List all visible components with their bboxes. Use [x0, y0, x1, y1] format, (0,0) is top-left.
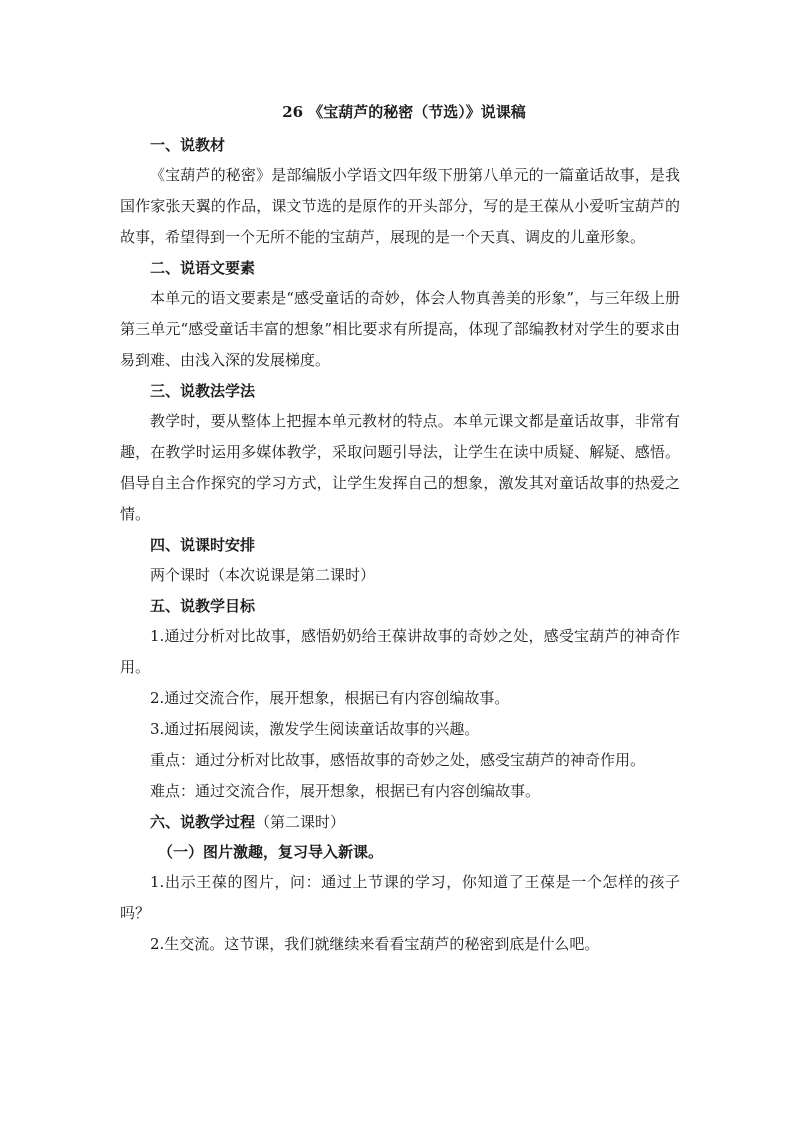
section-heading-text: 六、说教学过程: [150, 813, 256, 831]
section-heading-class-schedule: 四、说课时安排: [150, 536, 256, 554]
process-step: 1.出示王葆的图片，问：通过上节课的学习，你知道了王葆是一个怎样的孩子吗？: [120, 873, 680, 922]
paragraph: 教学时，要从整体上把握本单元教材的特点。本单元课文都是童话故事，非常有趣，在教学时运用多媒体教学，采取问题引导法，让学生在读中质疑、解疑、感悟。倡导自主合作探究的学习方式，让学生发挥自己的想象，激发其对童话故事的热爱之情。: [120, 412, 680, 523]
section-heading-teaching-material: 一、说教材: [150, 136, 226, 154]
section-heading-teaching-process: [120, 807, 680, 837]
goal-item: 3.通过拓展阅读，激发学生阅读童话故事的兴趣。: [150, 720, 480, 738]
section-heading-note: （第二课时）: [255, 813, 346, 831]
paragraph: 《宝葫芦的秘密》是部编版小学语文四年级下册第八单元的一篇童话故事，是我国作家张天翼的作品，课文节选的是原作的开头部分，写的是王葆从小爱听宝葫芦的故事，希望得到一个无所不能的宝葫芦，展现的是一个天真、调皮的儿童形象。: [120, 166, 680, 246]
process-step: 2.生交流。这节课，我们就继续来看看宝葫芦的秘密到底是什么吧。: [150, 935, 600, 953]
document-body: [120, 100, 680, 960]
section-heading-teaching-goals: 五、说教学目标: [150, 597, 256, 615]
difficult-point: 难点：通过交流合作，展开想象，根据已有内容创编故事。: [150, 782, 541, 800]
section-heading-teaching-methods: 三、说教法学法: [150, 382, 256, 400]
paragraph: 本单元的语文要素是“感受童话的奇妙，体会人物真善美的形象”，与三年级上册第三单元“感受童话丰富的想象”相比要求有所提高，体现了部编教材对学生的要求由易到难、由浅入深的发展梯度。: [120, 289, 680, 369]
paragraph: 两个课时（本次说课是第二课时）: [150, 566, 376, 584]
page-title: 26 《宝葫芦的秘密（节选）》说课稿: [282, 103, 526, 121]
key-point: 重点：通过分析对比故事，感悟故事的奇妙之处，感受宝葫芦的神奇作用。: [150, 751, 646, 769]
goal-item: 1.通过分析对比故事，感悟奶奶给王葆讲故事的奇妙之处，感受宝葫芦的神奇作用。: [120, 627, 680, 676]
subsection-heading: （一）图片激趣，复习导入新课。: [158, 843, 384, 861]
section-heading-language-elements: 二、说语文要素: [150, 259, 256, 277]
goal-item: 2.通过交流合作，展开想象，根据已有内容创编故事。: [150, 689, 510, 707]
